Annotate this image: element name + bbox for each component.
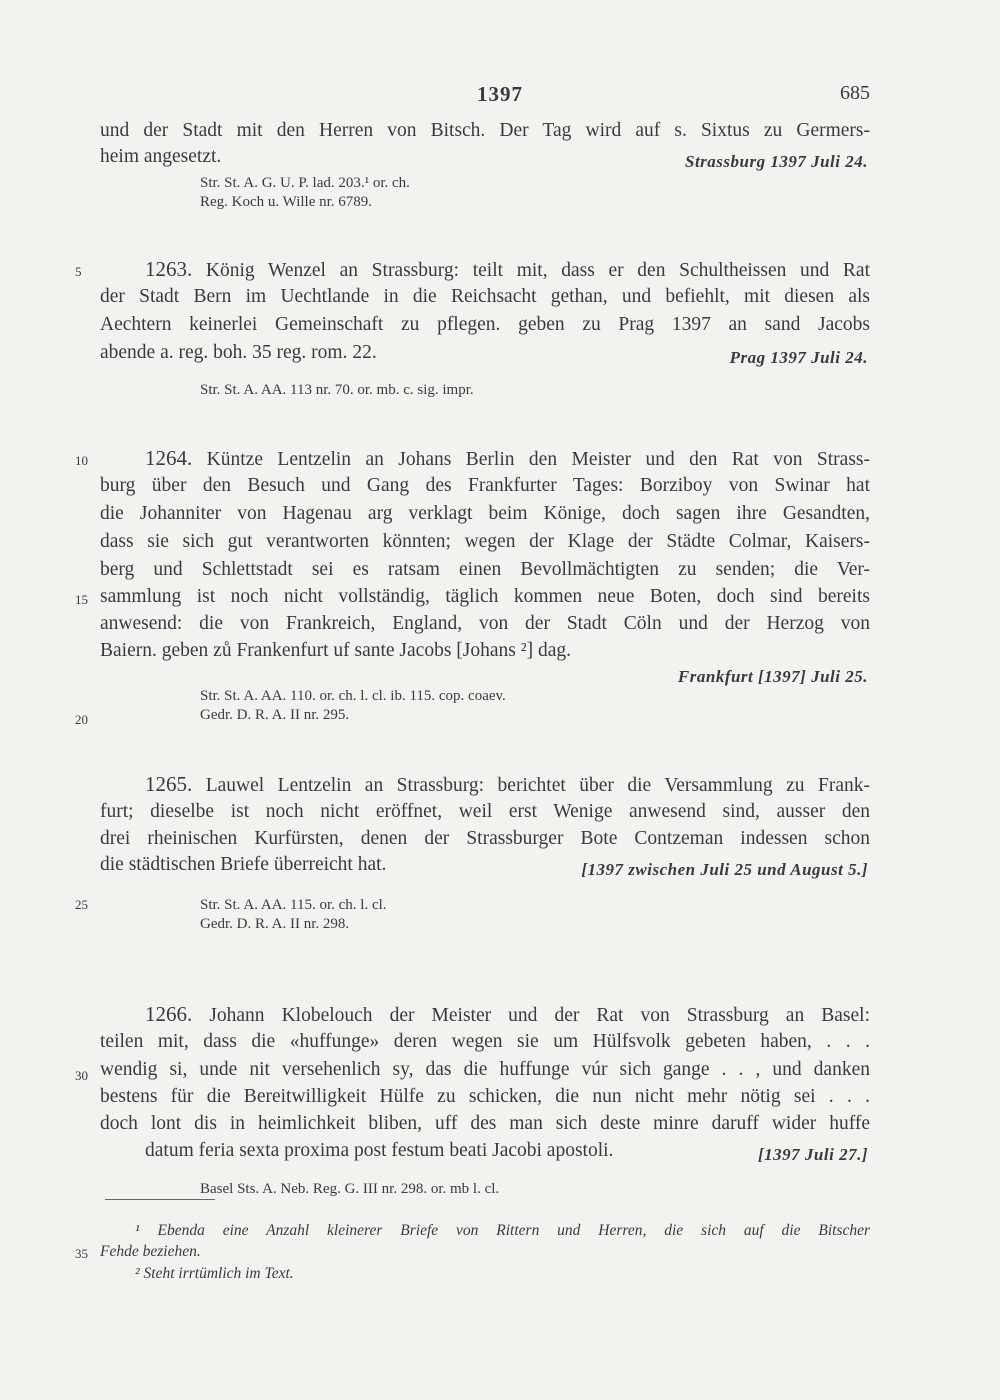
- entry-1263-date: Prag 1397 Juli 24.: [729, 348, 868, 367]
- entry-1266-line-1: 1266. Johann Klobelouch der Meister und der Rat von Strassburg an Basel:: [145, 1002, 870, 1026]
- entry-1266-date: [1397 Juli 27.]: [758, 1145, 868, 1164]
- entry-1266-line-4: bestens für die Bereitwilligkeit Hülfe zu schicken, die nun nicht mehr nötig sei . . .: [100, 1086, 870, 1107]
- top-entry-source-1: Str. St. A. G. U. P. lad. 203.¹ or. ch.: [200, 175, 410, 191]
- entry-1263-line-4: abende a. reg. boh. 35 reg. rom. 22.: [100, 342, 377, 363]
- entry-1265-source-2: Gedr. D. R. A. II nr. 298.: [200, 916, 350, 932]
- entry-1265-line-3: drei rheinischen Kurfürsten, denen der Strassburger Bote Contzeman indessen schon: [100, 828, 870, 849]
- entry-1263-line-2: der Stadt Bern im Uechtlande in die Reichsacht gethan, und befiehlt, mit diesen als: [100, 286, 870, 307]
- entry-1264-line-8: Baiern. geben zů Frankenfurt uf sante Jacobs [Johans ²] dag.: [100, 640, 571, 661]
- entry-1265-line-2: furt; dieselbe ist noch nicht eröffnet, weil erst Wenige anwesend sind, ausser den: [100, 801, 870, 822]
- entry-1263-number: 1263.: [145, 257, 193, 281]
- entry-1264-line-5: berg und Schlettstadt sei es ratsam einen Bevollmächtigten zu senden; die Ver-: [100, 559, 870, 580]
- entry-1266-line-5: doch lont dis in heimlichkeit bliben, uff des man sich deste minre daruff wider huffe: [100, 1113, 870, 1134]
- entry-1264-date: Frankfurt [1397] Juli 25.: [677, 667, 868, 686]
- entry-1264-line-1: 1264. Küntze Lentzelin an Johans Berlin den Meister und den Rat von Strass-: [145, 446, 870, 470]
- entry-1263-source: Str. St. A. AA. 113 nr. 70. or. mb. c. sig. impr.: [200, 382, 474, 398]
- entry-1266-number: 1266.: [145, 1002, 193, 1026]
- entry-1266-line-2: teilen mit, dass die «huffunge» deren wegen sie um Hülfsvolk gebeten haben, . . .: [100, 1031, 870, 1052]
- footnote-rule: [105, 1199, 215, 1200]
- entry-1263-line-3: Aechtern keinerlei Gemeinschaft zu pflegen. geben zu Prag 1397 an sand Jacobs: [100, 314, 870, 335]
- line-number: 30: [75, 1068, 88, 1083]
- running-header-year: 1397: [477, 82, 523, 106]
- entry-1263-line-1: 1263. König Wenzel an Strassburg: teilt mit, dass er den Schultheissen und Rat: [145, 257, 871, 281]
- line-number: 35: [75, 1246, 88, 1261]
- entry-1266-line-6: datum feria sexta proxima post festum beati Jacobi apostoli.: [145, 1140, 614, 1161]
- top-entry-line-2: heim angesetzt.: [100, 146, 222, 167]
- entry-1265-line-1: 1265. Lauwel Lentzelin an Strassburg: berichtet über die Versammlung zu Frank-: [145, 772, 870, 796]
- top-entry-date: Strassburg 1397 Juli 24.: [685, 152, 868, 171]
- entry-1264-source-1: Str. St. A. AA. 110. or. ch. l. cl. ib. 115. cop. coaev.: [200, 688, 506, 704]
- page-number: 685: [840, 82, 870, 104]
- line-number: 25: [75, 897, 88, 912]
- top-entry-line-1: und der Stadt mit den Herren von Bitsch. Der Tag wird auf s. Sixtus zu Germers-: [100, 120, 870, 141]
- entry-1264-source-2: Gedr. D. R. A. II nr. 295.: [200, 707, 350, 723]
- footnote-1-line-2: Fehde beziehen.: [100, 1243, 201, 1260]
- line-number: 15: [75, 592, 88, 607]
- entry-1265-date: [1397 zwischen Juli 25 und August 5.]: [581, 860, 868, 879]
- entry-1265-number: 1265.: [145, 772, 193, 796]
- entry-1266-source: Basel Sts. A. Neb. Reg. G. III nr. 298. or. mb l. cl.: [200, 1181, 500, 1197]
- line-number: 5: [75, 264, 82, 279]
- footnote-1-line-1: ¹ Ebenda eine Anzahl kleinerer Briefe von Rittern und Herren, die sich auf die Bitscher: [135, 1222, 870, 1239]
- entry-1264-line-2: burg über den Besuch und Gang des Frankfurter Tages: Borziboy von Swinar hat: [100, 475, 870, 496]
- entry-1264-line-4: dass sie sich gut verantworten könnten; wegen der Klage der Städte Colmar, Kaisers-: [100, 531, 870, 552]
- entry-1264-line-7: anwesend: die von Frankreich, England, von der Stadt Cöln und der Herzog von: [100, 613, 870, 634]
- line-number: 10: [75, 453, 88, 468]
- entry-1265-line-4: die städtischen Briefe überreicht hat.: [100, 854, 387, 875]
- entry-1264-number: 1264.: [145, 446, 193, 470]
- line-number: 20: [75, 712, 88, 727]
- entry-1266-line-3: wendig si, unde nit versehenlich sy, das die huffunge vúr sich gange . . , und danken: [100, 1059, 870, 1080]
- entry-1265-source-1: Str. St. A. AA. 115. or. ch. l. cl.: [200, 897, 387, 913]
- entry-1264-line-3: die Johanniter von Hagenau arg verklagt beim Könige, doch sagen ihre Gesandten,: [100, 503, 870, 524]
- entry-1264-line-6: sammlung ist noch nicht vollständig, täglich kommen neue Boten, doch sind bereits: [100, 586, 870, 607]
- top-entry-source-2: Reg. Koch u. Wille nr. 6789.: [200, 194, 373, 210]
- footnote-2: ² Steht irrtümlich im Text.: [135, 1265, 294, 1282]
